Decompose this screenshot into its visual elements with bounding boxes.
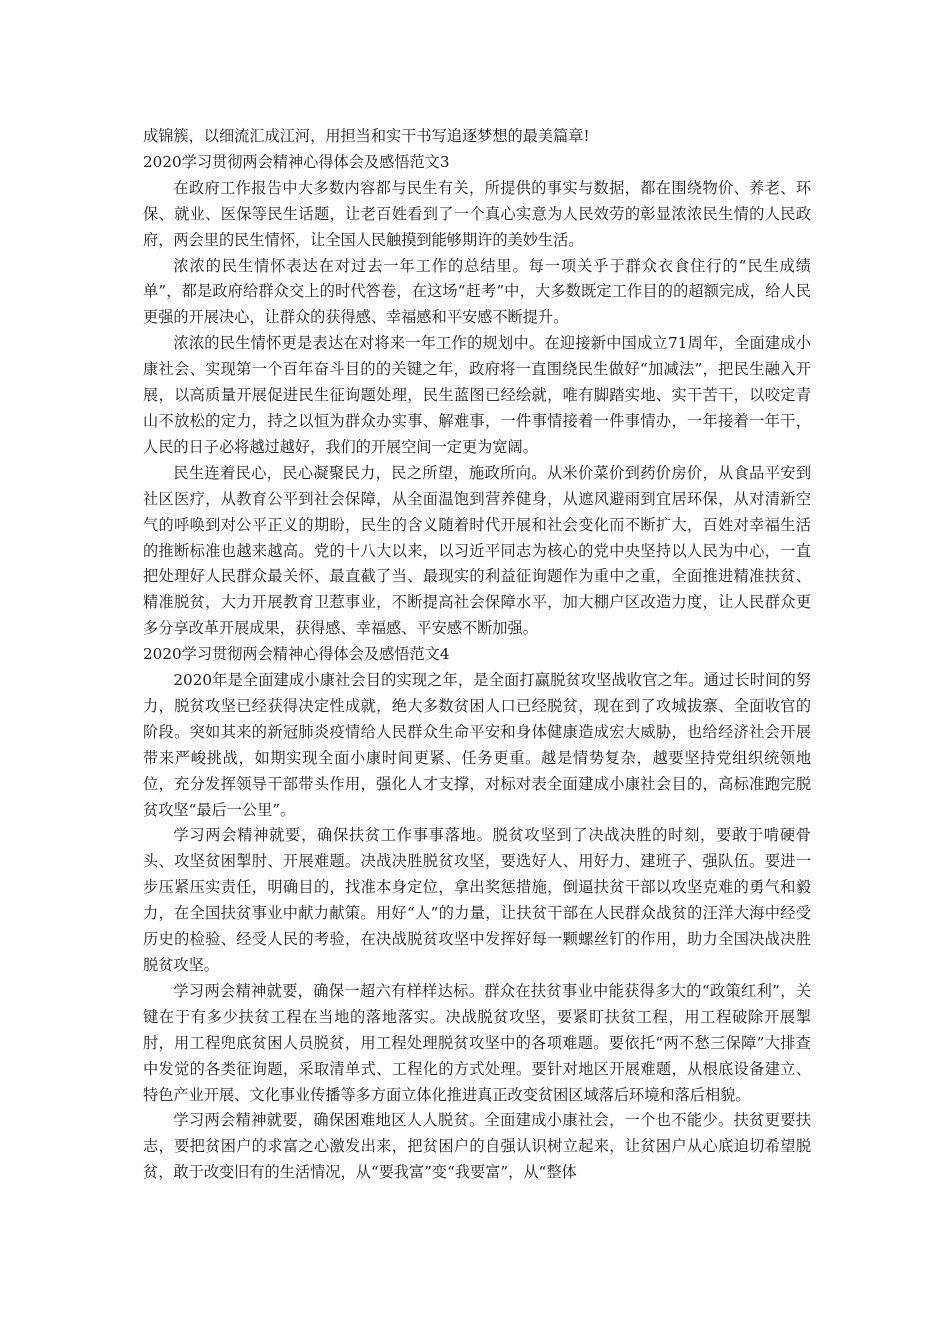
paragraph: 在政府工作报告中大多数内容都与民生有关，所提供的事实与数据，都在围绕物价、养老、环保、就业、医保等民生话题，让老百姓看到了一个真心实意为人民效劳的彰显浓浓民生情的人民政府，两会里的民生情怀，让全国人民触摸到能够期许的美妙生活。 — [143, 178, 811, 249]
paragraph: 学习两会精神就要，确保困难地区人人脱贫。全面建成小康社会，一个也不能少。扶贫更要扶志，要把贫困户的求富之心激发出来，把贫困户的自强认识树立起来，让贫困户从心底迫切希望脱贫，敢于改变旧有的生活情况，从“要我富”变“我要富”，从“整体 — [143, 1111, 811, 1182]
paragraph: 民生连着民心，民心凝聚民力，民之所望，施政所向。从米价菜价到药价房价，从食品平安到社区医疗，从教育公平到社会保障，从全面温饱到营养健身，从遮风避雨到宜居环保，从对清新空气的呼唤到对公平正义的期盼，民生的含义随着时代开展和社会变化而不断扩大，百姓对幸福生活的推断标准也越来越高。党的十八大以来，以习近平同志为核心的党中央坚持以人民为中心，一直把处理好人民群众最关怀、最直截了当、最现实的利益征询题作为重中之重，全面推进精准扶贫、精准脱贫，大力开展教育卫惹事业，不断提高社会保障水平，加大棚户区改造力度，让人民群众更多分享改革开展成果，获得感、幸福感、平安感不断加强。 — [143, 463, 811, 638]
paragraph: 学习两会精神就要，确保一超六有样样达标。群众在扶贫事业中能获得多大的“政策红利”，关键在于有多少扶贫工程在当地的落地落实。决战脱贫攻坚，要紧盯扶贫工程，用工程破除开展掣肘，用工程兜底贫困人员脱贫，用工程处理脱贫攻坚中的各项难题。要依托“两不愁三保障”大排查中发觉的各类征询题，采取清单式、工程化的方式处理。要针对地区开展难题，从根底设备建立、特色产业开展、文化事业传播等多方面立体化推进真正改变贫困区域落后环境和落后相貌。 — [143, 981, 811, 1104]
paragraph: 成锦簇，以细流汇成江河，用担当和实干书写追逐梦想的最美篇章! — [143, 127, 590, 145]
paragraph: 2020年是全面建成小康社会目的实现之年，是全面打赢脱贫攻坚战收官之年。通过长时间的努力，脱贫攻坚已经获得决定性成就，绝大多数贫困人口已经脱贫，现在到了攻城拔寨、全面收官的阶段。突如其来的新冠肺炎疫情给人民群众生命平安和身体健康造成宏大威胁，也给经济社会开展带来严峻挑战，如期实现全面小康时间更紧、任务更重。越是情势复杂，越要坚持党组织统领地位，充分发挥领导干部带头作用，强化人才支撑，对标对表全面建成小康社会目的，高标准跑完脱贫攻坚“最后一公里”。 — [143, 671, 811, 819]
paragraph: 浓浓的民生情怀表达在对过去一年工作的总结里。每一项关乎于群众衣食住行的“民生成绩单”，都是政府给群众交上的时代答卷，在这场“赶考”中，大多数既定工作目的的超额完成，给人民更强的开展决心，让群众的获得感、幸福感和平安感不断提升。 — [143, 256, 811, 327]
paragraph: 浓浓的民生情怀更是表达在对将来一年工作的规划中。在迎接新中国成立71周年，全面建成小康社会、实现第一个百年奋斗目的的关键之年，政府将一直围绕民生做好“加减法”，把民生融入开展，以高质量开展促进民生征询题处理，民生蓝图已经绘就，唯有脚踏实地、实干苦干，以咬定青山不放松的定力，持之以恒为群众办实事、解难事，一件事情接着一件事情办，一年接着一年干，人民的日子必将越过越好，我们的开展空间一定更为宽阔。 — [143, 334, 811, 456]
section-heading: 2020学习贯彻两会精神心得体会及感悟范文4 — [143, 645, 450, 664]
document-body — [143, 124, 811, 1186]
paragraph: 学习两会精神就要，确保扶贫工作事事落地。脱贫攻坚到了决战决胜的时刻，要敢于啃硬骨头、攻坚贫困掣肘、开展难题。决战决胜脱贫攻坚，要选好人、用好力、建班子、强队伍。要进一步压紧压实责任，明确目的，找准本身定位，拿出奖惩措施，倒逼扶贫干部以攻坚克难的勇气和毅力，在全国扶贫事业中献力献策。用好“人”的力量，让扶贫干部在人民群众战贫的汪洋大海中经受历史的检验、经受人民的考验，在决战脱贫攻坚中发挥好每一颗螺丝钉的作用，助力全国决战决胜脱贫攻坚。 — [143, 826, 811, 974]
section-heading: 2020学习贯彻两会精神心得体会及感悟范文3 — [143, 152, 450, 171]
